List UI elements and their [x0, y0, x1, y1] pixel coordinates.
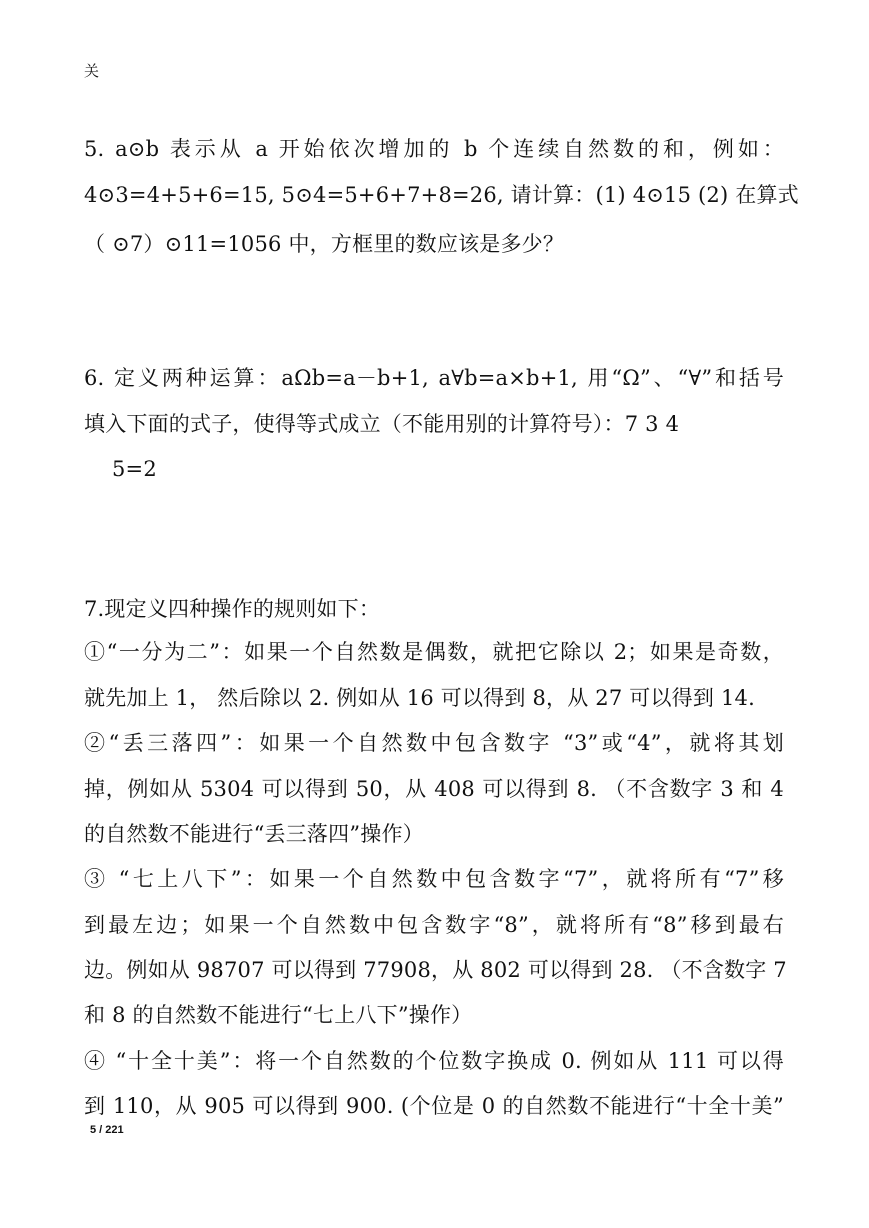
top-fragment: 关: [84, 62, 100, 80]
problem-7-line-3: 就先加上 1， 然后除以 2. 例如从 16 可以得到 8，从 27 可以得到 14.: [84, 686, 755, 710]
problem-7-line-8: 到最左边；如果一个自然数中包含数字“8”，就将所有“8”移到最右: [84, 913, 784, 937]
problem-7-line-1: 7.现定义四种操作的规则如下：: [84, 597, 381, 621]
problem-7-line-9: 边。例如从 98707 可以得到 77908，从 802 可以得到 28. （不含数字 7: [84, 958, 787, 982]
problem-6-line-1: 6. 定义两种运算：aΩb=a－b+1, a∀b=a×b+1, 用“Ω”、“∀”和括号: [84, 366, 784, 390]
problem-5-line-2: 4⊙3=4+5+6=15, 5⊙4=5+6+7+8=26, 请计算：(1) 4⊙15 (2) 在算式: [84, 183, 799, 207]
problem-5-line-3: （ ⊙7）⊙11=1056 中，方框里的数应该是多少？: [84, 232, 565, 256]
problem-7-line-11: ④ “十全十美”：将一个自然数的个位数字换成 0. 例如从 111 可以得: [84, 1049, 784, 1073]
problem-7-line-5: 掉，例如从 5304 可以得到 50，从 408 可以得到 8. （不含数字 3 和 4: [84, 777, 784, 801]
problem-7-line-7: ③ “七上八下”：如果一个自然数中包含数字“7”，就将所有“7”移: [84, 867, 784, 891]
problem-7-line-6: 的自然数不能进行“丢三落四”操作）: [84, 822, 424, 846]
page-indicator: 5 / 221: [90, 1124, 124, 1136]
problem-7-line-4: ②“丢三落四”：如果一个自然数中包含数字 “3”或“4”，就将其划: [84, 731, 784, 755]
problem-6-line-3: 5=2: [112, 457, 157, 481]
problem-7-line-12: 到 110，从 905 可以得到 900. (个位是 0 的自然数不能进行“十全十美”: [84, 1094, 784, 1118]
problem-6-line-2: 填入下面的式子，使得等式成立（不能用别的计算符号）：7 3 4: [84, 412, 680, 436]
problem-5-line-1: 5. a⊙b 表示从 a 开始依次增加的 b 个连续自然数的和，例如：: [84, 137, 784, 161]
problem-7-line-2: ①“一分为二”：如果一个自然数是偶数，就把它除以 2；如果是奇数，: [84, 640, 784, 664]
problem-7-line-10: 和 8 的自然数不能进行“七上八下”操作）: [84, 1003, 473, 1027]
